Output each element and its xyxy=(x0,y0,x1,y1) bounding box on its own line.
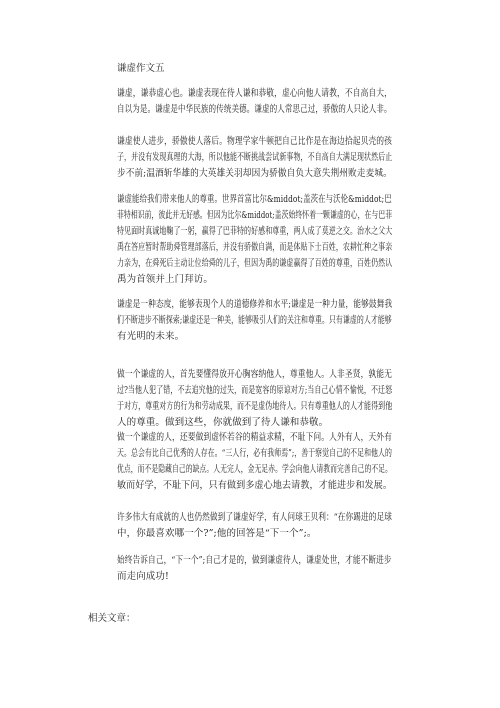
paragraph-7 xyxy=(117,510,392,542)
paragraph-line: 力亲为，在舜死后主动让位给舜的儿子，但因为禹的谦虚赢得了百姓的尊重，百姓仍然认 xyxy=(117,258,393,269)
paragraph-1 xyxy=(117,86,392,118)
paragraph-line: 优点，而不是隐藏自己的缺点。人无完人，金无足赤。学会向他人请教而完善自己的不足。 xyxy=(117,464,393,475)
paragraph-line: 许多伟大有成就的人也仍然做到了谦虚好学，有人问球王贝利：“在你踢进的足球 xyxy=(117,512,392,523)
paragraph-line: 天。总会有比自己优秀的人存在。“三人行，必有我师焉”;，善于察觉自己的不足和他人的 xyxy=(117,448,393,459)
paragraph-6 xyxy=(117,430,392,494)
paragraph-line: 禹为首领并上门拜访。 xyxy=(117,274,214,285)
paragraph-line: 菲特相识前，彼此并无好感。但因为比尔&middot;盖茨始终怀着一颗谦虚的心，在与巴菲 xyxy=(117,210,393,221)
paragraph-line: 于对方，尊重对方的行为和劳动成果，而不是虚伪地待人。只有尊重他人的人才能得到他 xyxy=(117,401,393,412)
paragraph-line: 谦虚能给我们带来他人的尊重。世界首富比尔&middot;盖茨在与沃伦&middot;巴 xyxy=(117,194,392,205)
paragraph-line: 做一个谦虚的人，还要做到虚怀若谷的精益求精，不耻下问。人外有人，天外有 xyxy=(117,432,393,443)
paragraph-line: 有光明的未来。 xyxy=(117,331,185,342)
paragraph-line: 子，并没有发现真理的大海，所以他能不断挑战尝试新事物，不自高自大满足现状然后止 xyxy=(117,152,393,163)
paragraph-line: 做一个谦虚的人，首先要懂得放开心胸容纳他人，尊重他人。人非圣贤，孰能无 xyxy=(117,369,393,380)
paragraph-line: 始终告诉自己，“下一个”;自己才是的，做到谦虚待人，谦虚处世，才能不断进步 xyxy=(117,555,392,566)
paragraph-line: 而走向成功! xyxy=(117,571,169,582)
paragraph-line: 敏而好学，不耻下问，只有做到多虚心地去请教，才能进步和发展。 xyxy=(117,480,393,491)
paragraph-line: 们不断进步不断探索;谦虚还是一种美，能够吸引人们的关注和尊重。只有谦虚的人才能够 xyxy=(117,315,392,326)
paragraph-8 xyxy=(117,553,392,585)
paragraph-3 xyxy=(117,192,392,288)
paragraph-line: 禹在答应暂时帮助舜管理部落后，并没有骄傲自满，而是体贴下士百姓，农耕忙种之事亲 xyxy=(117,242,393,253)
paragraph-5 xyxy=(117,367,392,431)
paragraph-line: 谦虚是一种态度，能够表现个人的道德修养和水平;谦虚是一种力量，能够鼓舞我 xyxy=(117,299,393,310)
paragraph-line: 谦虚使人进步，骄傲使人落后。物理学家牛顿把自己比作是在海边拾起贝壳的孩 xyxy=(117,136,393,147)
paragraph-line: 中，你最喜欢哪一个?”;他的回答是“下一个”;。 xyxy=(117,528,317,539)
paragraph-line: 自以为是。谦虚是中华民族的传统美德。谦虚的人常思己过，骄傲的人只论人非。 xyxy=(117,104,392,115)
paragraph-4 xyxy=(117,297,392,345)
paragraph-line: 谦虚，谦恭虚心也。谦虚表现在待人谦和恭敬，虚心向他人请教，不自高自大， xyxy=(117,88,393,99)
paragraph-line: 特见面时真诚地鞠了一躬，赢得了巴菲特的好感和尊重，两人成了莫逆之交。治水之父大 xyxy=(117,226,393,237)
paragraph-line: 过?当他人犯了错，不去追究他的过失，而是宽容的原谅对方;当自己心情不愉悦，不迁怒 xyxy=(117,385,393,396)
related-articles-label: 相关文章： xyxy=(88,613,136,624)
paragraph-line: 步不前;温酒斩华雄的大英雄关羽却因为骄傲自负大意失荆州败走麦城。 xyxy=(117,168,392,179)
paragraph-2 xyxy=(117,134,392,182)
document-title: 谦虚作文五 xyxy=(117,63,165,74)
paragraph-line: 人的尊重。做到这些，你就做到了待人谦和恭敬。 xyxy=(117,417,329,428)
